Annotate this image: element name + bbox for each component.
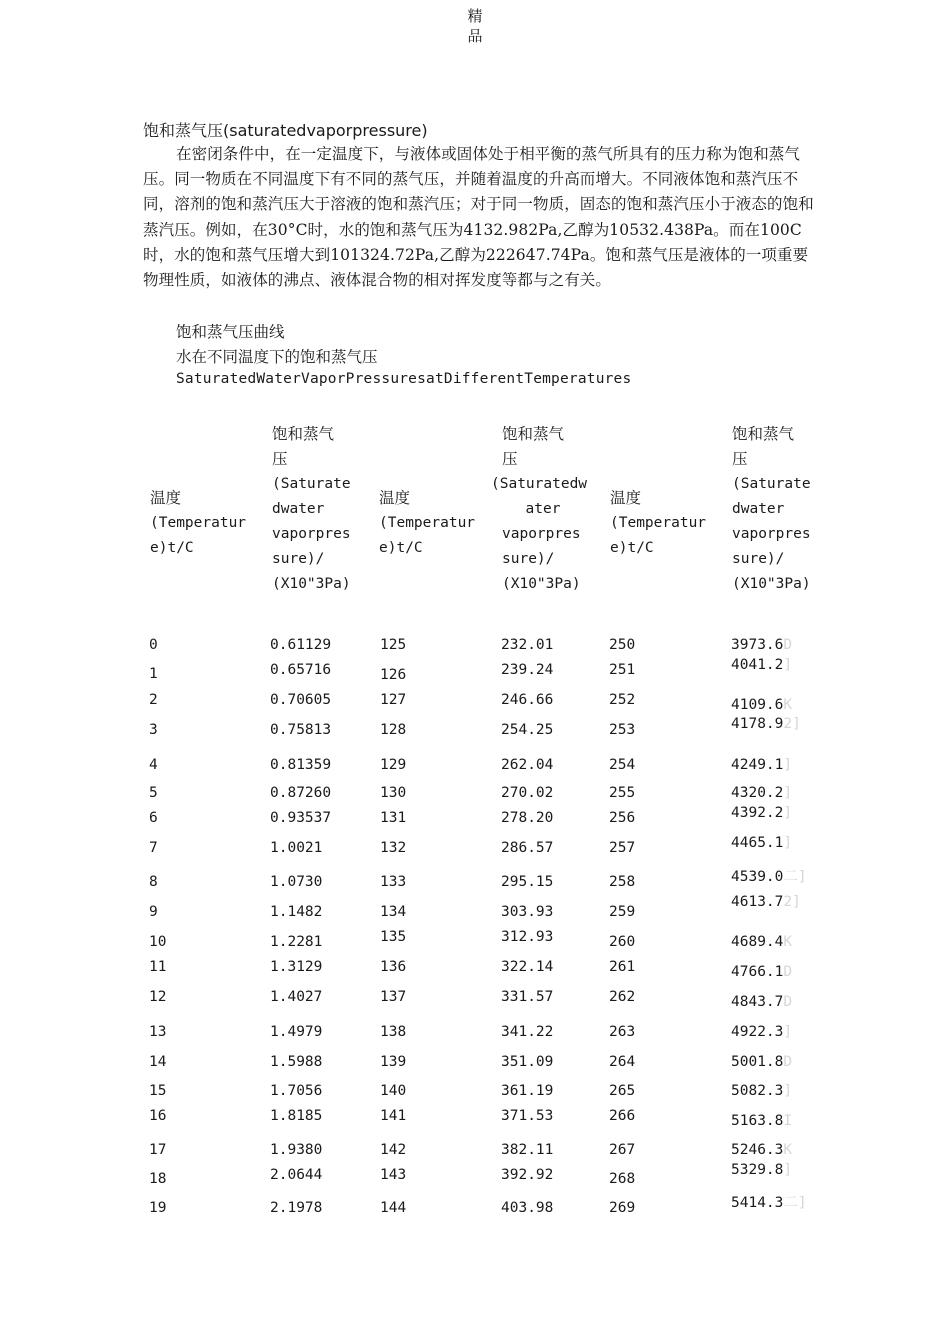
faint-mark: D bbox=[783, 1054, 793, 1070]
pressure-cell: 392.92 bbox=[501, 1167, 554, 1183]
header-char-2: 品 bbox=[467, 27, 483, 45]
header-pressure-2 bbox=[491, 422, 595, 597]
temp-cell: 266 bbox=[609, 1108, 636, 1124]
temp-cell: 140 bbox=[380, 1083, 407, 1099]
pressure-cell: 403.98 bbox=[501, 1200, 554, 1216]
pressure-cell: 0.93537 bbox=[270, 810, 332, 826]
pressure-cell: 0.81359 bbox=[270, 757, 332, 773]
temp-cell: 134 bbox=[380, 904, 407, 920]
temp-cell: 125 bbox=[380, 637, 407, 653]
temp-cell: 126 bbox=[380, 667, 407, 683]
temp-cell: 144 bbox=[380, 1200, 407, 1216]
pressure-cell: 4843.7D bbox=[731, 994, 793, 1010]
curve-title: 饱和蒸气压曲线 bbox=[176, 323, 285, 341]
header-pressure-en: sure)/ bbox=[272, 551, 325, 567]
table-title-cn: 水在不同温度下的饱和蒸气压 bbox=[176, 348, 378, 366]
pressure-cell: 1.3129 bbox=[270, 959, 323, 975]
pressure-cell: 0.65716 bbox=[270, 662, 332, 678]
temp-cell: 15 bbox=[149, 1083, 167, 1099]
faint-mark: 2] bbox=[783, 894, 801, 910]
pressure-cell: 4922.3] bbox=[731, 1024, 793, 1040]
header-temp-en: e)t/C bbox=[610, 540, 654, 556]
temp-cell: 137 bbox=[380, 989, 407, 1005]
faint-mark: I bbox=[783, 1113, 793, 1129]
header-temp-2 bbox=[379, 486, 475, 561]
temp-cell: 252 bbox=[609, 692, 636, 708]
pressure-cell: 5246.3K bbox=[731, 1142, 793, 1158]
faint-mark: ] bbox=[783, 785, 793, 801]
faint-mark: ] bbox=[783, 757, 793, 773]
temp-cell: 269 bbox=[609, 1200, 636, 1216]
faint-mark: D bbox=[783, 637, 793, 653]
pressure-cell: 270.02 bbox=[501, 785, 554, 801]
header-temp-en: (Temperatur bbox=[150, 515, 247, 531]
page-header bbox=[0, 6, 950, 46]
temp-cell: 18 bbox=[149, 1171, 167, 1187]
faint-mark: 二] bbox=[783, 869, 807, 885]
pressure-cell: 0.61129 bbox=[270, 637, 332, 653]
header-char-1: 精 bbox=[467, 7, 483, 25]
temp-cell: 8 bbox=[149, 874, 158, 890]
pressure-cell: 232.01 bbox=[501, 637, 554, 653]
pressure-cell: 382.11 bbox=[501, 1142, 554, 1158]
pressure-cell: 286.57 bbox=[501, 840, 554, 856]
header-pressure-cn: 压 bbox=[732, 450, 748, 468]
pressure-cell: 361.19 bbox=[501, 1083, 554, 1099]
faint-mark: D bbox=[783, 964, 793, 980]
header-pressure-en: (Saturate bbox=[732, 476, 811, 492]
header-pressure-en: dwater bbox=[272, 501, 325, 517]
temp-cell: 1 bbox=[149, 666, 158, 682]
temp-cell: 255 bbox=[609, 785, 636, 801]
pressure-cell: 239.24 bbox=[501, 662, 554, 678]
pressure-cell: 5414.3二] bbox=[731, 1195, 807, 1211]
table-title-en: SaturatedWaterVaporPressuresatDifferentTemperatures bbox=[176, 371, 632, 387]
temp-cell: 132 bbox=[380, 840, 407, 856]
header-pressure-cn: 压 bbox=[272, 450, 288, 468]
temp-cell: 261 bbox=[609, 959, 636, 975]
header-pressure-cn: 压 bbox=[502, 450, 518, 468]
pressure-cell: 312.93 bbox=[501, 929, 554, 945]
temp-cell: 138 bbox=[380, 1024, 407, 1040]
temp-cell: 5 bbox=[149, 785, 158, 801]
pressure-cell: 0.75813 bbox=[270, 722, 332, 738]
temp-cell: 17 bbox=[149, 1142, 167, 1158]
pressure-cell: 295.15 bbox=[501, 874, 554, 890]
pressure-cell: 4041.2] bbox=[731, 657, 793, 673]
temp-cell: 2 bbox=[149, 692, 158, 708]
header-pressure-en: (X10"3Pa) bbox=[502, 576, 581, 592]
header-pressure-en: vaporpres bbox=[732, 526, 811, 542]
faint-mark: K bbox=[783, 1142, 793, 1158]
temp-cell: 257 bbox=[609, 840, 636, 856]
temp-cell: 10 bbox=[149, 934, 167, 950]
faint-mark: D bbox=[783, 994, 793, 1010]
pressure-cell: 341.22 bbox=[501, 1024, 554, 1040]
temp-cell: 16 bbox=[149, 1108, 167, 1124]
header-pressure-en: vaporpres bbox=[272, 526, 351, 542]
temp-cell: 260 bbox=[609, 934, 636, 950]
pressure-cell: 0.70605 bbox=[270, 692, 332, 708]
header-temp-en: (Temperatur bbox=[379, 515, 476, 531]
pressure-cell: 254.25 bbox=[501, 722, 554, 738]
pressure-cell: 4178.92] bbox=[731, 716, 801, 732]
temp-cell: 250 bbox=[609, 637, 636, 653]
intro-paragraph: 在密闭条件中，在一定温度下，与液体或固体处于相平衡的蒸气所具有的压力称为饱和蒸气压。同一物质在不同温度下有不同的蒸气压，并随着温度的升高而增大。不同液体饱和蒸汽压不同，溶剂的饱和蒸汽压大于溶液的饱和蒸汽压；对于同一物质，固态的饱和蒸汽压小于液态的饱和蒸汽压。例如，在30°C时，水的饱和蒸气压为4132.982Pa,乙醇为10532.438Pa。而在100C时，水的饱和蒸气压增大到101324.72Pa,乙醇为222647.74Pa。饱和蒸气压是液体的一项重要物理性质，如液体的沸点、液体混合物的相对挥发度等都与之有关。 bbox=[143, 145, 814, 290]
faint-mark: ] bbox=[783, 657, 793, 673]
header-pressure-3 bbox=[732, 422, 811, 597]
header-pressure-en: ater bbox=[525, 501, 561, 517]
temp-cell: 6 bbox=[149, 810, 158, 826]
header-pressure-1 bbox=[272, 422, 351, 597]
temp-cell: 9 bbox=[149, 904, 158, 920]
header-pressure-en: sure)/ bbox=[732, 551, 785, 567]
header-temp-en: e)t/C bbox=[379, 540, 423, 556]
header-pressure-en: (X10"3Pa) bbox=[732, 576, 811, 592]
temp-cell: 19 bbox=[149, 1200, 167, 1216]
temp-cell: 265 bbox=[609, 1083, 636, 1099]
temp-cell: 141 bbox=[380, 1108, 407, 1124]
header-pressure-en: dwater bbox=[732, 501, 785, 517]
header-temp-1 bbox=[150, 486, 246, 561]
header-temp-cn: 温度 bbox=[610, 489, 642, 507]
temp-cell: 268 bbox=[609, 1171, 636, 1187]
temp-cell: 267 bbox=[609, 1142, 636, 1158]
temp-cell: 251 bbox=[609, 662, 636, 678]
pressure-cell: 1.1482 bbox=[270, 904, 323, 920]
pressure-cell: 2.1978 bbox=[270, 1200, 323, 1216]
temp-cell: 14 bbox=[149, 1054, 167, 1070]
faint-mark: K bbox=[783, 697, 793, 713]
temp-cell: 135 bbox=[380, 929, 407, 945]
pressure-cell: 1.9380 bbox=[270, 1142, 323, 1158]
pressure-cell: 4539.0二] bbox=[731, 869, 807, 885]
temp-cell: 4 bbox=[149, 757, 158, 773]
faint-mark: ] bbox=[783, 805, 793, 821]
temp-cell: 12 bbox=[149, 989, 167, 1005]
pressure-cell: 4392.2] bbox=[731, 805, 793, 821]
pressure-cell: 4320.2] bbox=[731, 785, 793, 801]
temp-cell: 256 bbox=[609, 810, 636, 826]
pressure-cell: 3973.6D bbox=[731, 637, 793, 653]
temp-cell: 142 bbox=[380, 1142, 407, 1158]
faint-mark: 二] bbox=[783, 1195, 807, 1211]
temp-cell: 139 bbox=[380, 1054, 407, 1070]
temp-cell: 253 bbox=[609, 722, 636, 738]
header-temp-3 bbox=[610, 486, 706, 561]
temp-cell: 129 bbox=[380, 757, 407, 773]
temp-cell: 136 bbox=[380, 959, 407, 975]
header-temp-cn: 温度 bbox=[150, 489, 182, 507]
temp-cell: 128 bbox=[380, 722, 407, 738]
header-pressure-en: sure)/ bbox=[502, 551, 555, 567]
faint-mark: ] bbox=[783, 1083, 793, 1099]
header-pressure-cn: 饱和蒸气 bbox=[732, 425, 795, 443]
pressure-cell: 246.66 bbox=[501, 692, 554, 708]
temp-cell: 262 bbox=[609, 989, 636, 1005]
pressure-cell: 4465.1] bbox=[731, 835, 793, 851]
temp-cell: 3 bbox=[149, 722, 158, 738]
faint-mark: 2] bbox=[783, 716, 801, 732]
pressure-cell: 1.4979 bbox=[270, 1024, 323, 1040]
temp-cell: 13 bbox=[149, 1024, 167, 1040]
pressure-cell: 4766.1D bbox=[731, 964, 793, 980]
header-temp-en: (Temperatur bbox=[610, 515, 707, 531]
temp-cell: 11 bbox=[149, 959, 167, 975]
header-pressure-cn: 饱和蒸气 bbox=[272, 425, 335, 443]
temp-cell: 258 bbox=[609, 874, 636, 890]
header-pressure-en: vaporpres bbox=[502, 526, 581, 542]
pressure-cell: 1.8185 bbox=[270, 1108, 323, 1124]
pressure-cell: 5163.8I bbox=[731, 1113, 793, 1129]
header-pressure-en: (Saturate bbox=[272, 476, 351, 492]
temp-cell: 0 bbox=[149, 637, 158, 653]
pressure-cell: 4249.1] bbox=[731, 757, 793, 773]
pressure-cell: 1.0730 bbox=[270, 874, 323, 890]
pressure-cell: 278.20 bbox=[501, 810, 554, 826]
pressure-cell: 1.4027 bbox=[270, 989, 323, 1005]
pressure-cell: 5082.3] bbox=[731, 1083, 793, 1099]
header-temp-en: e)t/C bbox=[150, 540, 194, 556]
pressure-cell: 4689.4K bbox=[731, 934, 793, 950]
temp-cell: 127 bbox=[380, 692, 407, 708]
pressure-cell: 1.7056 bbox=[270, 1083, 323, 1099]
pressure-cell: 351.09 bbox=[501, 1054, 554, 1070]
header-pressure-en: (Saturatedw bbox=[491, 476, 588, 492]
temp-cell: 259 bbox=[609, 904, 636, 920]
pressure-cell: 1.5988 bbox=[270, 1054, 323, 1070]
pressure-cell: 2.0644 bbox=[270, 1167, 323, 1183]
pressure-cell: 5329.8] bbox=[731, 1162, 793, 1178]
pressure-cell: 5001.8D bbox=[731, 1054, 793, 1070]
pressure-cell: 331.57 bbox=[501, 989, 554, 1005]
temp-cell: 130 bbox=[380, 785, 407, 801]
doc-title: 饱和蒸气压(saturatedvaporpressure) bbox=[143, 121, 428, 140]
pressure-cell: 303.93 bbox=[501, 904, 554, 920]
pressure-cell: 4613.72] bbox=[731, 894, 801, 910]
header-pressure-cn: 饱和蒸气 bbox=[502, 425, 565, 443]
faint-mark: ] bbox=[783, 1024, 793, 1040]
header-temp-cn: 温度 bbox=[379, 489, 411, 507]
temp-cell: 143 bbox=[380, 1167, 407, 1183]
pressure-cell: 262.04 bbox=[501, 757, 554, 773]
temp-cell: 131 bbox=[380, 810, 407, 826]
temp-cell: 264 bbox=[609, 1054, 636, 1070]
pressure-cell: 322.14 bbox=[501, 959, 554, 975]
temp-cell: 263 bbox=[609, 1024, 636, 1040]
faint-mark: K bbox=[783, 934, 793, 950]
temp-cell: 7 bbox=[149, 840, 158, 856]
header-pressure-en: (X10"3Pa) bbox=[272, 576, 351, 592]
pressure-cell: 371.53 bbox=[501, 1108, 554, 1124]
temp-cell: 133 bbox=[380, 874, 407, 890]
faint-mark: ] bbox=[783, 1162, 793, 1178]
faint-mark: ] bbox=[783, 835, 793, 851]
pressure-cell: 1.2281 bbox=[270, 934, 323, 950]
pressure-cell: 0.87260 bbox=[270, 785, 332, 801]
pressure-cell: 4109.6K bbox=[731, 697, 793, 713]
temp-cell: 254 bbox=[609, 757, 636, 773]
pressure-cell: 1.0021 bbox=[270, 840, 323, 856]
